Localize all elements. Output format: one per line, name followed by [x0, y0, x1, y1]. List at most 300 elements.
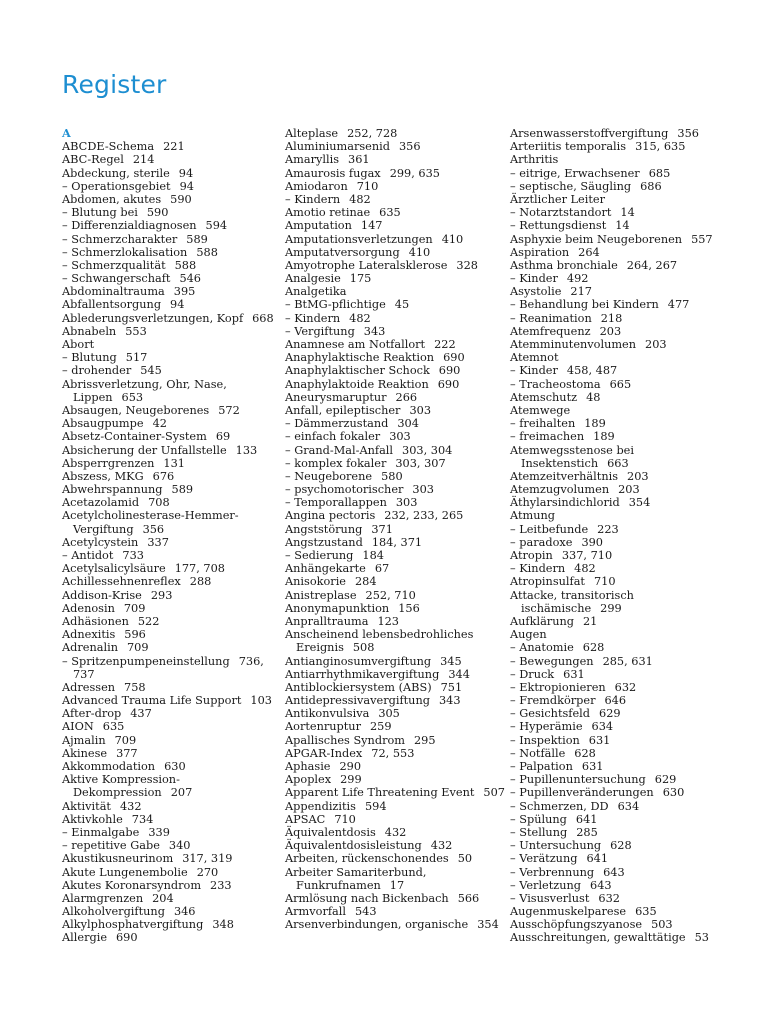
index-entry [285, 813, 510, 826]
index-term: – BtMG-pflichtige [285, 298, 386, 312]
index-term: Armlösung nach Bickenbach [285, 891, 449, 905]
index-entry [62, 905, 287, 918]
index-entry [285, 589, 510, 602]
index-entry [510, 786, 735, 799]
index-term: Apparent Life Threatening Event [285, 786, 475, 800]
index-term: Augen [510, 628, 547, 642]
index-term: Atemschutz [510, 390, 578, 404]
index-entry [510, 470, 735, 483]
index-term: Acetylcystein [62, 535, 139, 549]
index-entry [285, 800, 510, 813]
index-page-ref: 223 [597, 522, 619, 536]
index-term: Antianginosumvergiftung [285, 654, 432, 668]
index-term: Antiblockiersystem (ABS) [285, 680, 432, 694]
index-page-ref: 395 [173, 285, 196, 299]
index-term: – Notfälle [510, 746, 566, 760]
index-term: Angststörung [285, 522, 363, 536]
index-term: – Hyperämie [510, 720, 583, 734]
index-page-ref: 522 [137, 614, 160, 628]
index-entry [510, 417, 735, 430]
index-entry [285, 509, 510, 522]
index-term: – Neugeborene [285, 469, 373, 483]
index-page-ref: 629 [654, 773, 677, 787]
index-term: Atemminutenvolumen [510, 338, 637, 351]
index-term: Arsenverbindungen, organische [285, 918, 469, 932]
index-page-ref: 733 [122, 549, 144, 562]
index-entry [285, 430, 510, 443]
index-page-ref: 53 [694, 931, 709, 945]
index-page-ref: 303 [395, 496, 418, 510]
index-term: Anistreplase [285, 588, 357, 602]
index-page-ref: 410 [408, 245, 431, 259]
index-entry [510, 364, 735, 377]
index-page-ref: 590 [146, 206, 169, 220]
index-entry [510, 931, 735, 944]
index-term: Atropin [510, 549, 553, 562]
index-term: – Schmerzlokalisation [62, 245, 188, 259]
index-page-ref: 203 [627, 469, 649, 483]
index-term: Adressen [62, 680, 116, 694]
index-entry [285, 483, 510, 496]
index-page-ref: 668 [252, 311, 274, 325]
index-term: APGAR-Index [285, 746, 363, 760]
index-term: Asphyxie beim Neugeborenen [510, 232, 683, 246]
index-term: Ajmalin [62, 733, 106, 747]
index-entry [285, 536, 510, 549]
index-entry [285, 496, 510, 509]
index-entry [62, 233, 287, 246]
index-column-3 [510, 127, 735, 945]
index-term: Anscheinend lebensbedrohliches Ereignis [285, 628, 474, 655]
index-page-ref: 285 [576, 825, 598, 839]
index-entry [510, 694, 735, 707]
index-term: Abort [62, 338, 95, 351]
index-entry [510, 760, 735, 773]
index-page-ref: 507 [483, 786, 505, 800]
index-page-ref: 572 [218, 403, 240, 417]
index-entry [62, 219, 287, 232]
index-term: – Sedierung [285, 549, 354, 562]
index-entry [62, 879, 287, 892]
index-page-ref: 634 [617, 799, 640, 813]
index-page-ref: 653 [121, 390, 144, 404]
index-term: Amotio retinae [285, 206, 371, 220]
index-entry [285, 457, 510, 470]
index-term: – Schwangerschaft [62, 272, 171, 286]
index-entry [62, 892, 287, 905]
index-term: Aktive Kompression-Dekompression [62, 773, 180, 800]
index-page-ref: 631 [581, 760, 604, 773]
index-page-ref: 123 [377, 614, 399, 628]
index-page-ref: 303 [409, 403, 432, 417]
index-entry [62, 760, 287, 773]
index-page-ref: 410 [441, 232, 464, 246]
index-term: – Druck [510, 667, 555, 681]
index-term: Äquivalentdosis [285, 825, 376, 839]
index-term: Antiarrhythmikavergiftung [285, 667, 440, 681]
index-term: Analgesie [285, 272, 341, 286]
index-entry [285, 905, 510, 918]
index-entry [285, 246, 510, 259]
index-page-ref: 328 [456, 258, 478, 272]
index-term: Amputation [285, 219, 352, 233]
index-term: Ausschreitungen, gewalttätige [510, 931, 686, 945]
index-term: Advanced Trauma Life Support [62, 694, 242, 708]
index-entry [62, 470, 287, 483]
index-term: Arsenwasserstoffvergiftung [510, 127, 669, 140]
index-term: – Einmalgabe [62, 825, 140, 839]
index-page-ref: 632 [598, 891, 620, 905]
index-term: Akutes Koronarsyndrom [62, 878, 202, 892]
index-term: Atmung [510, 509, 555, 523]
index-term: – drohender [62, 364, 132, 378]
index-entry [62, 246, 287, 259]
index-page-ref: 630 [164, 760, 186, 773]
index-entry [285, 707, 510, 720]
index-page-ref: 734 [131, 812, 154, 826]
index-entry [510, 892, 735, 905]
index-entry [285, 747, 510, 760]
index-term: Atemfrequenz [510, 324, 591, 338]
index-term: Amputationsverletzungen [285, 232, 433, 246]
index-entry [62, 734, 287, 747]
index-entry [62, 325, 287, 338]
index-column-2 [285, 127, 510, 931]
index-term: – freimachen [510, 430, 585, 444]
index-term: Ablederungsverletzungen, Kopf [62, 311, 244, 325]
index-page-ref: 177, 708 [174, 562, 225, 576]
index-term: Abdominaltrauma [62, 285, 165, 299]
index-entry [285, 193, 510, 206]
index-page-ref: 628 [574, 746, 596, 760]
index-entry [285, 760, 510, 773]
index-page-ref: 147 [360, 219, 383, 233]
index-entry [62, 378, 287, 404]
index-entry [285, 206, 510, 219]
index-page-ref: 663 [607, 456, 629, 470]
index-term: Arteriitis temporalis [510, 140, 627, 154]
index-entry [285, 826, 510, 839]
index-page-ref: 482 [574, 562, 596, 576]
index-entry [510, 641, 735, 654]
index-entry [510, 655, 735, 668]
index-page-ref: 708 [148, 496, 170, 510]
index-entry [62, 681, 287, 694]
index-page-ref: 686 [640, 179, 662, 193]
index-page-ref: 665 [609, 377, 632, 391]
index-entry [62, 180, 287, 193]
index-page-ref: 635 [379, 206, 401, 220]
index-entry [285, 444, 510, 457]
index-entry [510, 839, 735, 852]
page-title: Register [62, 70, 167, 99]
index-entry [62, 866, 287, 879]
index-page-ref: 596 [124, 628, 146, 642]
index-term: – Untersuchung [510, 839, 602, 853]
index-term: Aspiration [510, 245, 570, 259]
index-entry [510, 509, 735, 522]
index-entry [285, 272, 510, 285]
index-entry [510, 127, 735, 140]
index-entry [62, 931, 287, 944]
index-page-ref: 634 [591, 720, 614, 734]
index-entry [285, 852, 510, 865]
index-page-ref: 631 [588, 733, 611, 747]
index-term: – Anatomie [510, 641, 574, 655]
index-entry [285, 180, 510, 193]
index-entry [285, 694, 510, 707]
index-entry [510, 325, 735, 338]
index-page-ref: 340 [168, 839, 191, 853]
index-entry [62, 338, 287, 351]
index-term: Anhängekarte [285, 562, 366, 576]
index-entry [62, 628, 287, 641]
index-page-ref: 305 [378, 707, 400, 721]
index-entry [62, 285, 287, 298]
index-entry [285, 153, 510, 166]
index-page-ref: 629 [599, 707, 621, 721]
index-term: Atemnot [510, 351, 559, 365]
index-entry [62, 720, 287, 733]
index-term: – eitrige, Erwachsener [510, 166, 640, 180]
index-page-ref: 299 [600, 601, 622, 615]
index-term: Äthylarsindichlorid [510, 496, 620, 510]
index-page-ref: 69 [215, 430, 231, 444]
index-entry [285, 312, 510, 325]
index-entry [62, 641, 287, 654]
index-term: – paradoxe [510, 535, 573, 549]
index-page-ref: 288 [189, 575, 212, 589]
index-entry [510, 167, 735, 180]
index-term: Akinese [62, 746, 108, 760]
index-term: Apallisches Syndrom [285, 733, 405, 747]
index-term: Abdomen, akutes [62, 192, 162, 206]
index-term: – Schmerzcharakter [62, 232, 178, 246]
index-page-ref: 299 [340, 773, 362, 787]
index-term: Arthritis [510, 153, 559, 167]
index-term: Atropinsulfat [510, 575, 585, 589]
index-page-ref: 630 [662, 786, 685, 800]
index-page-ref: 676 [152, 469, 175, 483]
index-term: Abnabeln [62, 324, 117, 338]
index-page-ref: 553 [125, 324, 147, 338]
index-page-ref: 315, 635 [635, 140, 686, 154]
index-page-ref: 94 [170, 298, 185, 312]
index-page-ref: 458, 487 [566, 364, 618, 378]
index-page-ref: 710 [593, 575, 616, 589]
index-term: Attacke, transitorisch ischämische [510, 588, 634, 615]
index-entry [285, 720, 510, 733]
index-term: Amaryllis [285, 153, 340, 167]
index-entry [510, 852, 735, 865]
index-page-ref: 203 [645, 338, 667, 351]
index-term: Antikonvulsiva [285, 707, 370, 721]
index-entry [62, 167, 287, 180]
index-page-ref: 690 [443, 351, 465, 365]
index-entry [62, 259, 287, 272]
index-term: Alarmgrenzen [62, 891, 144, 905]
index-term: Amiodaron [285, 179, 348, 193]
index-page-ref: 203 [618, 483, 640, 497]
index-entry [285, 734, 510, 747]
index-page-ref: 232, 233, 265 [384, 509, 464, 523]
index-page-ref: 432 [430, 839, 453, 853]
index-page-ref: 290 [339, 760, 362, 773]
index-entry [285, 417, 510, 430]
index-page-ref: 233 [210, 878, 232, 892]
index-term: Abwehrspannung [62, 483, 163, 497]
index-page-ref: 580 [381, 469, 403, 483]
index-page-ref: 284 [355, 575, 377, 589]
index-term: – Differenzialdiagnosen [62, 219, 197, 233]
index-page-ref: 133 [235, 443, 258, 457]
index-entry [510, 523, 735, 536]
index-term: – Operationsgebiet [62, 179, 171, 193]
index-term: AION [62, 720, 94, 734]
index-entry [285, 668, 510, 681]
index-term: – psychomotorischer [285, 483, 404, 497]
index-page-ref: 348 [212, 918, 234, 932]
index-entry [62, 773, 287, 799]
index-entry [62, 615, 287, 628]
index-entry [285, 127, 510, 140]
index-term: Abdeckung, sterile [62, 166, 170, 180]
index-page-ref: 337, 710 [561, 549, 613, 562]
index-page-ref: 710 [356, 179, 379, 193]
index-page-ref: 50 [457, 852, 473, 866]
index-term: Alkoholvergiftung [62, 905, 165, 919]
index-term: Anaphylaktischer Schock [285, 364, 430, 378]
index-term: Adrenalin [62, 641, 118, 655]
index-term: Arbeiter Samariterbund, Funkrufnamen [285, 865, 427, 892]
index-term: – Fremdkörper [510, 694, 596, 708]
index-page-ref: 641 [575, 812, 598, 826]
index-entry [510, 483, 735, 496]
index-entry [62, 549, 287, 562]
index-term: Apoplex [285, 773, 332, 787]
index-term: – Schmerzqualität [62, 258, 166, 272]
index-page-ref: 545 [140, 364, 162, 378]
index-entry [62, 312, 287, 325]
index-term: – Pupillenuntersuchung [510, 773, 646, 787]
index-term: Äquivalentdosisleistung [285, 839, 422, 853]
index-entry [510, 496, 735, 509]
index-entry [510, 351, 735, 364]
index-page-ref: 203 [599, 324, 622, 338]
index-entry [62, 918, 287, 931]
index-page-ref: 343 [363, 324, 386, 338]
index-page-ref: 641 [586, 852, 609, 866]
index-entry [285, 351, 510, 364]
index-entry [285, 338, 510, 351]
index-page-ref: 685 [648, 166, 671, 180]
index-term: Analgetika [285, 285, 347, 299]
index-term: Achillessehnenreflex [62, 575, 181, 589]
index-term: Alkylphosphatvergiftung [62, 918, 204, 932]
index-term: Aortenruptur [285, 720, 361, 734]
index-page-ref: 566 [457, 891, 480, 905]
index-entry [62, 655, 287, 681]
index-page-ref: 588 [196, 245, 218, 259]
index-term: Anamnese am Notfallort [285, 338, 426, 351]
index-entry [62, 404, 287, 417]
index-page-ref: 628 [610, 839, 632, 853]
index-page-ref: 94 [179, 179, 194, 193]
index-entry [62, 839, 287, 852]
index-entry [285, 918, 510, 931]
index-term: Adhäsionen [62, 614, 129, 628]
index-page-ref: 264 [578, 245, 600, 259]
index-term: – Leitbefunde [510, 522, 589, 536]
index-page-ref: 184 [362, 549, 384, 562]
index-entry [285, 549, 510, 562]
index-term: – Spülung [510, 812, 567, 826]
index-entry [510, 153, 735, 166]
index-page-ref: 285, 631 [602, 654, 653, 668]
index-entry [285, 602, 510, 615]
index-entry [62, 826, 287, 839]
index-entry [510, 747, 735, 760]
index-term: Abszess, MKG [62, 469, 144, 483]
index-page-ref: 557 [691, 232, 713, 246]
index-page-ref: 690 [116, 931, 138, 945]
index-letter-heading: A [62, 126, 71, 140]
index-entry [62, 193, 287, 206]
index-term: After-drop [62, 707, 122, 721]
index-term: Akustikusneurinom [62, 852, 174, 866]
index-page-ref: 710 [334, 812, 356, 826]
index-page-ref: 589 [186, 232, 208, 246]
index-term: – Inspektion [510, 733, 580, 747]
index-term: – einfach fokaler [285, 430, 381, 444]
index-entry [510, 866, 735, 879]
index-page-ref: 432 [384, 825, 407, 839]
index-page-ref: 217 [570, 285, 592, 299]
index-term: Amyotrophe Lateralsklerose [285, 258, 448, 272]
index-term: – Verätzung [510, 852, 578, 866]
index-entry [510, 800, 735, 813]
index-entry [285, 866, 510, 892]
index-term: Atemzeitverhältnis [510, 469, 619, 483]
index-entry [510, 193, 735, 206]
index-term: – Tracheostoma [510, 377, 601, 391]
index-page-ref: 218 [600, 311, 623, 325]
index-entry [285, 773, 510, 786]
index-term: Abfallentsorgung [62, 298, 162, 312]
index-term: – Blutung bei [62, 206, 138, 220]
index-entry [62, 417, 287, 430]
index-entry [510, 826, 735, 839]
index-page-ref: 222 [434, 338, 456, 351]
index-entry [510, 813, 735, 826]
index-page-ref: 354 [628, 496, 651, 510]
index-entry [285, 378, 510, 391]
index-page-ref: 345 [440, 654, 462, 668]
index-term: Acetazolamid [62, 496, 140, 510]
index-column-1 [62, 127, 287, 945]
index-entry [285, 628, 510, 654]
index-page-ref: 594 [205, 219, 228, 233]
index-entry [62, 206, 287, 219]
index-page-ref: 131 [163, 456, 185, 470]
index-entry [62, 813, 287, 826]
index-page-ref: 437 [130, 707, 152, 721]
index-page-ref: 299, 635 [389, 166, 440, 180]
index-term: Amaurosis fugax [285, 166, 381, 180]
index-term: Aneurysmaruptur [285, 390, 387, 404]
index-page-ref: 252, 710 [365, 588, 416, 602]
index-term: Addison-Krise [62, 588, 142, 602]
